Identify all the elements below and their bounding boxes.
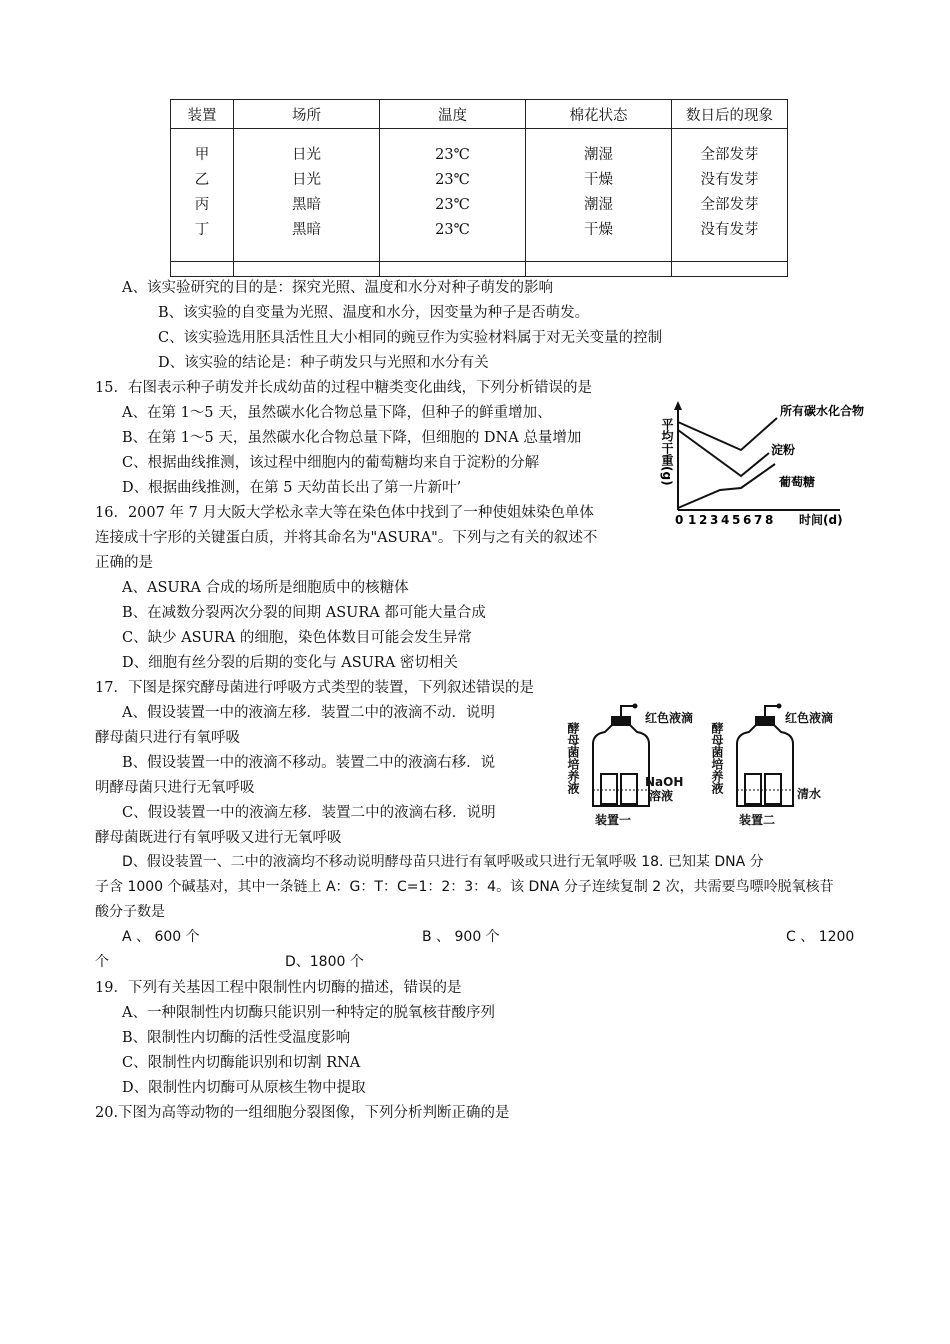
q17-option-c-line2: 酵母菌既进行有氧呼吸又进行无氧呼吸 <box>95 830 342 846</box>
q20-stem: 20.下图为高等动物的一组细胞分裂图像，下列分析判断正确的是 <box>95 1105 510 1121</box>
q18-option-b: B 、 900 个 <box>422 929 500 945</box>
q18-stem-line2: 子含 1000 个碱基对，其中一条链上 A：G：T：C=1：2：3：4。该 DNA 分子连续复制 2 次，共需要鸟嘌呤脱氧核苷 <box>95 879 834 895</box>
q19-stem: 19．下列有关基因工程中限制性内切酶的描述，错误的是 <box>95 980 462 996</box>
q15-stem: 15．右图表示种子萌发并长成幼苗的过程中糖类变化曲线，下列分析错误的是 <box>95 380 592 396</box>
q17-option-b-line1: B、假设装置一中的液滴不移动。装置二中的液滴右移．说 <box>122 755 496 771</box>
table-header: 场所 <box>234 100 380 129</box>
table-header: 装置 <box>171 100 234 129</box>
q17-option-d-and-q18-line1: D、假设装置一、二中的液滴均不移动说明酵母苗只进行有氧呼吸或只进行无氧呼吸 18. 已知某 DNA 分 <box>122 854 764 870</box>
table-header-row <box>171 100 788 129</box>
q16-stem-line1: 16．2007 年 7 月大阪大学松永幸大等在染色体中找到了一种使姐妹染色单体 <box>95 505 594 521</box>
q16-stem-line2: 连接成十字形的关键蛋白质，并将其命名为"ASURA"。下列与之有关的叙述不 <box>95 530 598 546</box>
red-drop-1 <box>633 704 638 709</box>
q14-option-d: D、该实验的结论是：种子萌发只与光照和水分有关 <box>158 355 489 371</box>
series-label: 淀粉 <box>771 443 796 457</box>
q14-option-c: C、该实验选用胚具活性且大小相同的豌豆作为实验材料属于对无关变量的控制 <box>158 330 663 346</box>
beaker-1b <box>621 774 637 804</box>
series-total-carbohydrate <box>678 418 777 450</box>
table-cell: 甲 乙 丙 丁 <box>171 129 234 262</box>
graph-xlabel: 时间(d) <box>799 513 843 527</box>
device-2-label: 装置二 <box>739 813 776 827</box>
graph-ylabel: 平均干重(g) <box>660 418 674 486</box>
q19-option-d: D、限制性内切酶可从原核生物中提取 <box>122 1080 366 1096</box>
side-label: 酵母菌培养液 <box>566 722 580 794</box>
red-drop-2 <box>777 704 782 709</box>
table-header: 数日后的现象 <box>672 100 788 129</box>
x-tick-label: 0 <box>675 513 684 527</box>
q17-option-a-line2: 酵母菌只进行有氧呼吸 <box>95 730 240 746</box>
q19-option-b: B、限制性内切酶的活性受温度影响 <box>122 1030 351 1046</box>
table-cell: 潮湿 干燥 潮湿 干燥 <box>526 129 672 262</box>
q14-option-a: A、该实验研究的目的是：探究光照、温度和水分对种子萌发的影响 <box>122 280 553 296</box>
series-label: 葡萄糖 <box>779 475 816 489</box>
q19-option-c: C、限制性内切酶能识别和切割 RNA <box>122 1055 361 1071</box>
table-row <box>171 129 788 262</box>
series-glucose <box>678 464 775 508</box>
yeast-apparatus-figure <box>565 702 855 830</box>
table-cell: 全部发芽 没有发芽 全部发芽 没有发芽 <box>672 129 788 262</box>
carbohydrate-graph <box>655 398 870 530</box>
series-label: 所有碳水化合物 <box>780 404 865 418</box>
x-tick-label: 2 <box>699 513 708 527</box>
q15-option-d: D、根据曲线推测，在第 5 天幼苗长出了第一片新叶’ <box>122 480 462 496</box>
q15-option-a: A、在第 1～5 天，虽然碳水化合物总量下降，但种子的鲜重增加、 <box>122 405 552 421</box>
water-label: 清水 <box>797 787 822 801</box>
x-tick-label: 4 <box>721 513 730 527</box>
table-header: 温度 <box>380 100 526 129</box>
q18-option-d: D、1800 个 <box>285 954 364 970</box>
table-cell: 23℃ 23℃ 23℃ 23℃ <box>380 129 526 262</box>
q18-option-a: A 、 600 个 <box>122 929 200 945</box>
q18-option-c: C 、 1200 <box>786 929 855 945</box>
y-axis-arrow <box>674 401 682 410</box>
beaker-2b <box>765 774 781 804</box>
q15-option-c: C、根据曲线推测，该过程中细胞内的葡萄糖均来自于淀粉的分解 <box>122 455 540 471</box>
table-cell: 日光 日光 黑暗 黑暗 <box>234 129 380 262</box>
q18-stem-line3: 酸分子数是 <box>95 904 165 920</box>
x-tick-label: 1 <box>688 513 697 527</box>
x-tick-label: 6 <box>743 513 752 527</box>
red-drop-label: 红色液滴 <box>645 711 694 725</box>
q16-option-d: D、细胞有丝分裂的后期的变化与 ASURA 密切相关 <box>122 655 458 671</box>
beaker-1a <box>601 774 617 804</box>
device-1-label: 装置一 <box>595 813 632 827</box>
stopper-1 <box>611 716 631 726</box>
q15-option-b: B、在第 1～5 天，虽然碳水化合物总量下降，但细胞的 DNA 总量增加 <box>122 430 582 446</box>
naoh-label: NaOH <box>645 775 684 789</box>
table-empty-row <box>171 262 788 277</box>
q16-option-b: B、在减数分裂两次分裂的间期 ASURA 都可能大量合成 <box>122 605 486 621</box>
experiment-table <box>170 99 788 277</box>
side-label: 酵母菌培养液 <box>710 722 724 794</box>
beaker-2a <box>745 774 761 804</box>
q19-option-a: A、一种限制性内切酶只能识别一种特定的脱氧核苷酸序列 <box>122 1005 495 1021</box>
q16-stem-line3: 正确的是 <box>95 555 153 571</box>
q16-option-c: C、缺少 ASURA 的细胞，染色体数目可能会发生异常 <box>122 630 472 646</box>
red-drop-label: 红色液滴 <box>785 711 834 725</box>
x-tick-label: 7 <box>754 513 763 527</box>
q18-option-c-unit: 个 <box>95 954 109 970</box>
q17-stem: 17．下图是探究酵母菌进行呼吸方式类型的装置，下列叙述错误的是 <box>95 680 534 696</box>
q17-option-a-line1: A、假设装置一中的液滴左移．装置二中的液滴不动．说明 <box>122 705 495 721</box>
q16-option-a: A、ASURA 合成的场所是细胞质中的核糖体 <box>122 580 409 596</box>
x-tick-label: 8 <box>765 513 774 527</box>
x-tick-label: 5 <box>732 513 741 527</box>
naoh-label-2: 溶液 <box>649 789 674 803</box>
q14-option-b: B、该实验的自变量为光照、温度和水分，因变量为种子是否萌发。 <box>158 305 590 321</box>
q17-option-c-line1: C、假设装置一中的液滴左移．装置二中的液滴右移．说明 <box>122 805 496 821</box>
stopper-2 <box>755 716 775 726</box>
table-header: 棉花状态 <box>526 100 672 129</box>
q17-option-b-line2: 明酵母菌只进行无氧呼吸 <box>95 780 255 796</box>
x-tick-label: 3 <box>710 513 719 527</box>
